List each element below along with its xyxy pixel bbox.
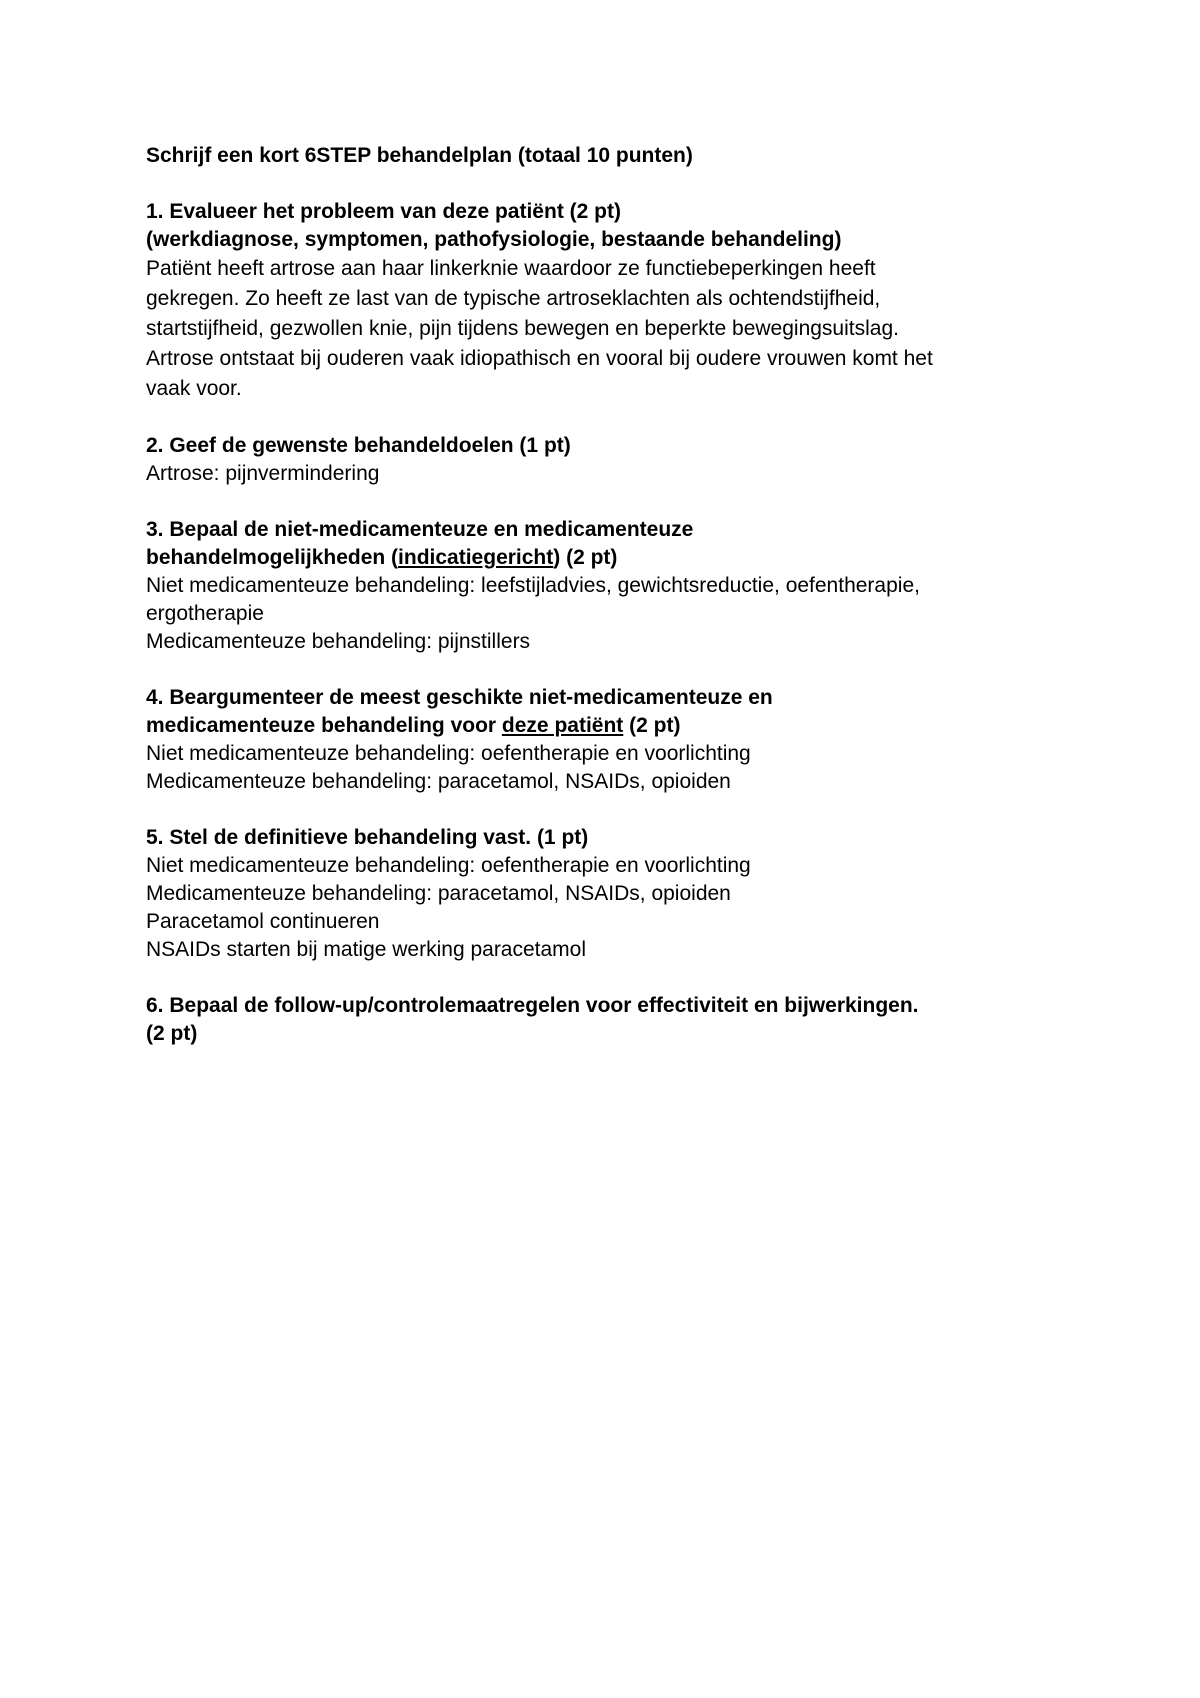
underlined-term: indicatiegericht (398, 546, 554, 569)
heading-text: ) (2 pt) (553, 546, 618, 569)
section-2-body-line: Artrose: pijnvermindering (146, 462, 380, 485)
section-4 (146, 684, 1086, 796)
document-title: Schrijf een kort 6STEP behandelplan (totaal 10 punten) (146, 144, 693, 167)
section-3-heading-line1: 3. Bepaal de niet-medicamenteuze en medicamenteuze (146, 518, 694, 541)
section-1-body-line: gekregen. Zo heeft ze last van de typische artroseklachten als ochtendstijfheid, (146, 287, 881, 310)
section-4-body-line: Medicamenteuze behandeling: paracetamol, NSAIDs, opioiden (146, 770, 731, 793)
section-1-body-line: Artrose ontstaat bij ouderen vaak idiopathisch en vooral bij oudere vrouwen komt het (146, 347, 933, 370)
section-1-body-line: vaak voor. (146, 377, 242, 400)
section-5-body-line: Medicamenteuze behandeling: paracetamol, NSAIDs, opioiden (146, 882, 731, 905)
section-4-body-line: Niet medicamenteuze behandeling: oefentherapie en voorlichting (146, 742, 751, 765)
heading-text: (2 pt) (623, 714, 681, 737)
document-page (146, 142, 1086, 1076)
section-3-body-line: ergotherapie (146, 602, 264, 625)
section-4-heading-line1: 4. Beargumenteer de meest geschikte niet-medicamenteuze en (146, 686, 773, 709)
section-6-heading-line1: 6. Bepaal de follow-up/controlemaatregelen voor effectiviteit en bijwerkingen. (146, 994, 919, 1017)
section-3 (146, 516, 1086, 656)
section-2-heading: 2. Geef de gewenste behandeldoelen (1 pt) (146, 434, 571, 457)
section-6-heading-line2: (2 pt) (146, 1022, 198, 1045)
section-1-subheading: (werkdiagnose, symptomen, pathofysiologie, bestaande behandeling) (146, 228, 842, 251)
section-3-body-line: Niet medicamenteuze behandeling: leefstijladvies, gewichtsreductie, oefentherapie, (146, 574, 920, 597)
section-5-body-line: NSAIDs starten bij matige werking paracetamol (146, 938, 587, 961)
section-2 (146, 432, 1086, 488)
heading-text: medicamenteuze behandeling voor (146, 714, 502, 737)
section-1 (146, 198, 1086, 404)
section-5-heading: 5. Stel de definitieve behandeling vast. (1 pt) (146, 826, 589, 849)
section-3-heading-line2 (146, 544, 1086, 572)
section-5 (146, 824, 1086, 964)
section-6 (146, 992, 1086, 1048)
section-5-body-line: Niet medicamenteuze behandeling: oefentherapie en voorlichting (146, 854, 751, 877)
underlined-term: deze patiënt (501, 714, 624, 737)
heading-text: behandelmogelijkheden ( (146, 546, 399, 569)
section-1-body-line: startstijfheid, gezwollen knie, pijn tijdens bewegen en beperkte bewegingsuitslag. (146, 317, 899, 340)
section-5-body-line: Paracetamol continueren (146, 910, 380, 933)
section-3-body-line: Medicamenteuze behandeling: pijnstillers (146, 630, 531, 653)
section-1-heading: 1. Evalueer het probleem van deze patiënt (2 pt) (146, 200, 621, 223)
section-4-heading-line2 (146, 712, 1086, 740)
section-1-body-line: Patiënt heeft artrose aan haar linkerknie waardoor ze functiebeperkingen heeft (146, 257, 876, 280)
